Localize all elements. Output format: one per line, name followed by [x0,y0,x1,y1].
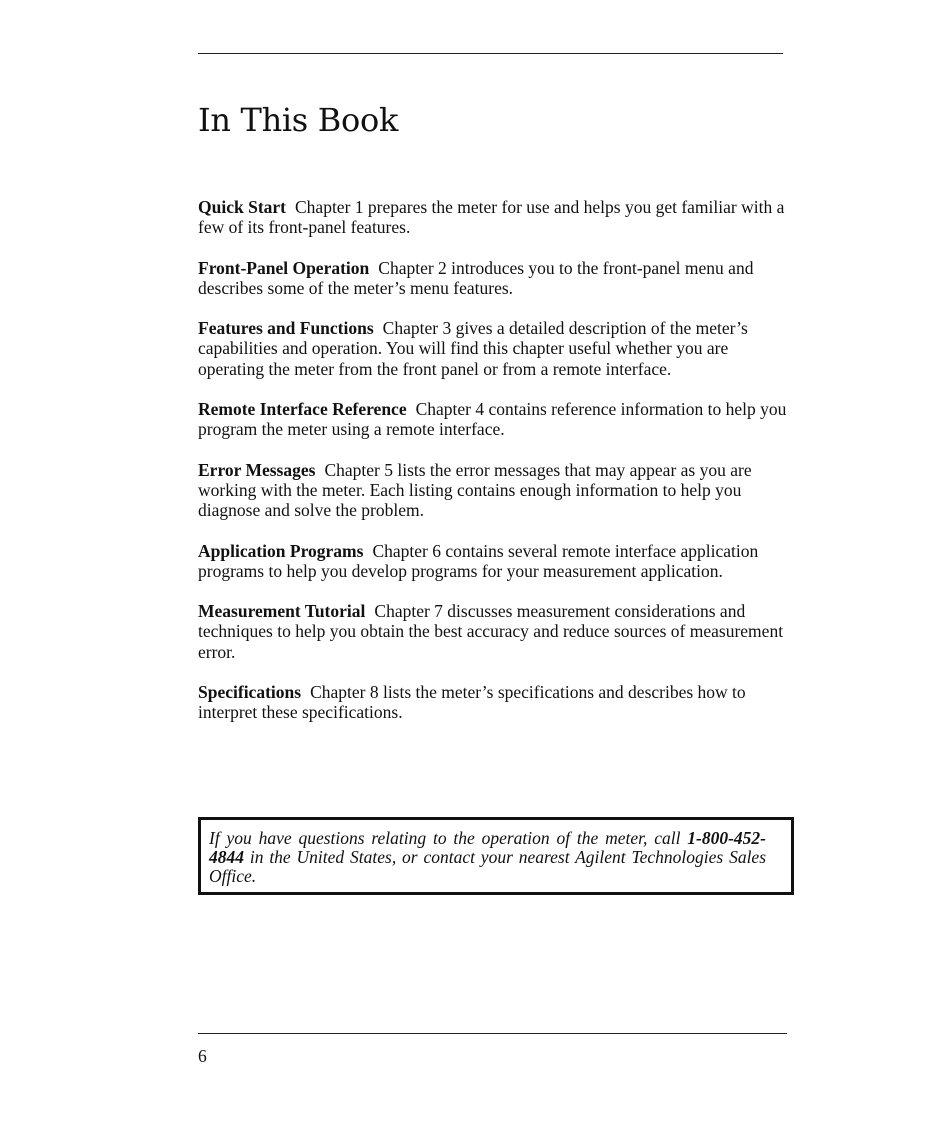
section-body: Chapter 3 gives a detailed description of the meter’s capabilities and operation. You will find this chapter useful whether you are operating the meter from the front panel or from a remote interface. [198,318,748,379]
callout-text-after: in the United States, or contact your nearest Agilent Technologies Sales Office. [209,847,767,886]
section-front-panel-operation [198,258,788,299]
section-heading: Quick Start [198,197,286,217]
section-body: Chapter 4 contains reference information to help you program the meter using a remote interface. [198,399,787,440]
section-heading: Application Programs [198,540,364,561]
section-specifications [198,682,788,723]
section-heading: Remote Interface Reference [198,399,407,420]
section-body: Chapter 6 contains several remote interface application programs to help you develop programs for your measurement application. [198,540,759,581]
section-application-programs [198,541,788,582]
chapter-list [198,197,788,743]
page-number: 6 [198,1046,207,1066]
page-title: In This Book [198,101,399,139]
section-body: Chapter 8 lists the meter’s specifications and describes how to interpret these specifications. [198,682,746,723]
section-body: Chapter 5 lists the error messages that may appear as you are working with the meter. Each listing contains enough information to help you diagnose and solve the problem. [198,459,752,521]
contact-callout-box [198,817,794,895]
section-body: Chapter 1 prepares the meter for use and helps you get familiar with a few of its front-panel features. [198,197,785,238]
top-rule [198,53,783,54]
section-heading: Features and Functions [198,318,374,339]
section-heading: Measurement Tutorial [198,601,366,622]
section-measurement-tutorial [198,601,788,662]
section-heading: Front-Panel Operation [198,257,370,278]
bottom-rule [198,1033,787,1034]
section-quick-start [198,197,788,238]
section-heading: Specifications [198,682,302,703]
phone-number: 1-800-452-4844 [209,828,766,867]
section-remote-interface-reference [198,399,788,440]
callout-text-before: If you have questions relating to the operation of the meter, call [209,828,681,848]
section-error-messages [198,460,788,521]
section-body: Chapter 7 discusses measurement considerations and techniques to help you obtain the best accuracy and reduce sources of measurement error. [198,601,784,662]
section-heading: Error Messages [198,459,316,480]
section-body: Chapter 2 introduces you to the front-panel menu and describes some of the meter’s menu features. [198,257,754,298]
section-features-and-functions [198,318,788,379]
